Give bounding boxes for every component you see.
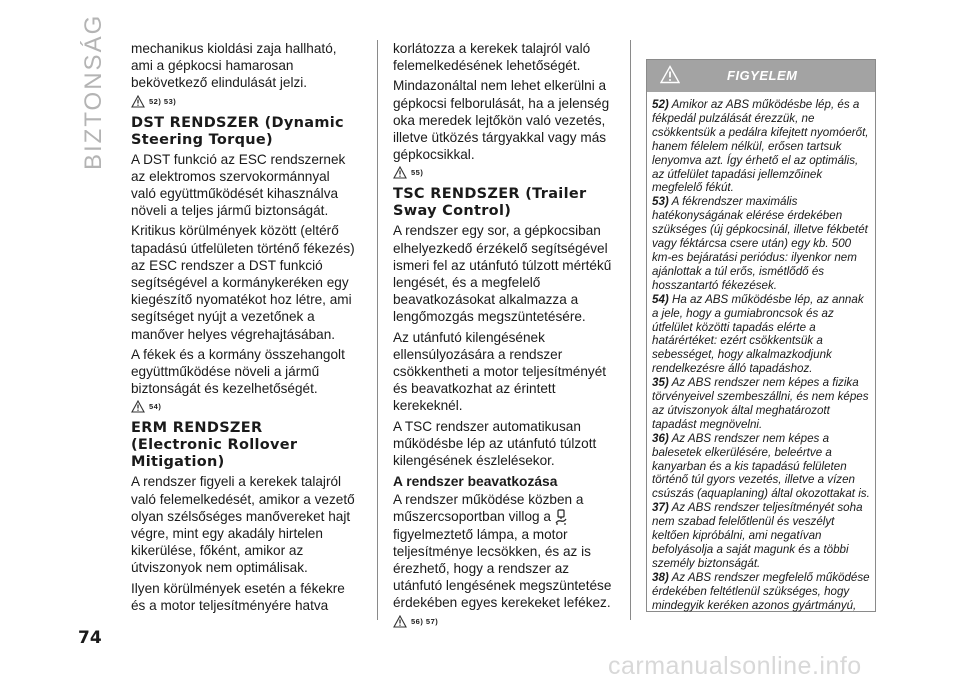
reference-numbers: 52) 53) [149, 96, 177, 106]
paragraph: A rendszer egy sor, a gépkocsiban elhelyezkedő érzékelő segítségével ismeri fel az utánfutó túlzott mértékű lengését, és a megfelelő beavatkozásokat alkalmazza a lengőmozgás megszüntetésére. [393, 223, 612, 325]
column-divider [630, 40, 631, 620]
section-heading-dst: DST RENDSZER (Dynamic Steering Torque) [131, 114, 344, 148]
warning-item-text: Az ABS rendszer nem képes a balesetek elkerülésére, beleértve a kanyarban és a kis tapadású felületen történő túl gyors vezetés, illetve a vízen csúszás (aquaplaning) által okozottakat is. [652, 431, 870, 501]
warning-item [652, 501, 872, 571]
warning-item [652, 376, 872, 432]
warning-item-number: 54) [652, 292, 669, 306]
warning-item-text: Az ABS rendszer teljesítményét soha nem szabad felelőtlenül és veszélyt keltően kipróbálni, ami negatívan befolyásolja a saját magunk és a többi személy biztonságát. [652, 501, 863, 570]
reference-numbers: 55) [411, 168, 424, 178]
paragraph [393, 491, 618, 611]
paragraph-text: figyelmeztető lámpa, a motor teljesítménye lecsökken, és az is érezhető, hogy a rendszer az utánfutó lengésének megszüntetése érdekében egyes kerekeket lefékez. [393, 526, 612, 611]
warning-item-number: 36) [652, 431, 669, 445]
warning-box [646, 59, 876, 612]
paragraph: Kritikus körülmények között (eltérő tapadású útfelületen történő fékezés) az ESC rendszer a DST funkció segítségével a kormánykeréken egy kiegészítő nyomatékot hoz létre, ami segítséget nyújt a vezetőnek a manőver helyes végrehajtásában. [131, 223, 355, 342]
paragraph: A fékek és a kormány összehangolt együttműködése növeli a jármű biztonságát és kezelhetőségét. [131, 346, 345, 397]
paragraph: Ilyen körülmények esetén a fékekre és a motor teljesítményére hatva [131, 580, 345, 613]
section-heading-tsc: TSC RENDSZER (Trailer Sway Control) [393, 186, 587, 220]
warning-item [652, 98, 872, 195]
warning-item-text: Ha az ABS működésbe lép, az annak a jele, hogy a gumiabroncsok és az útfelület közötti tapadás elérte a határértéket: ezért csökkentsük a sebességet, hogy alkalmazkodjunk rendelkezésre álló tapadáshoz. [652, 292, 864, 376]
column-2 [393, 40, 618, 631]
paragraph: mechanikus kioldási zaja hallható, ami a gépkocsi hamarosan bekövetkező elindulását jelzi. [131, 41, 337, 91]
warning-triangle-icon [393, 166, 407, 179]
warning-reference [131, 95, 356, 108]
paragraph: Az utánfutó kilengésének ellensúlyozására a rendszer csökkentheti a motor teljesítményét és beavatkozhat az érintett kerekeknél. [393, 329, 607, 414]
warning-item [652, 195, 872, 292]
warning-triangle-icon [131, 400, 145, 413]
reference-numbers: 54) [149, 402, 162, 412]
paragraph: Mindazonáltal nem lehet elkerülni a gépkocsi felborulását, ha a jelenség oka meredek lejtőkön való vezetés, illetve ütközés tárgyakkal vagy más gépkocsikkal. [393, 78, 610, 163]
subsection-heading: A rendszer beavatkozása [393, 474, 558, 490]
paragraph: A DST funkció az ESC rendszernek az elektromos szervokormánnyal való együttműködését kihasználva növeli a teljes jármű biztonságát. [131, 151, 346, 219]
paragraph-text: A rendszer működése közben a műszercsoportban villog a [393, 492, 584, 525]
section-tab: BIZTONSÁG [80, 13, 107, 170]
warning-triangle-icon [131, 95, 145, 108]
column-divider [377, 40, 378, 620]
warning-item-number: 52) [652, 98, 669, 111]
warning-box-body [652, 98, 872, 613]
warning-reference [393, 615, 618, 628]
warning-item [652, 432, 872, 502]
warning-item-text: Az ABS rendszer nem képes a fizika törvényeivel szembeszállni, és nem képes az útviszonyok által meghatározott tapadást megnövelni. [652, 376, 869, 431]
section-heading-erm: ERM RENDSZER (Electronic Rollover Mitigation) [131, 420, 298, 471]
paragraph: korlátozza a kerekek talajról való felemelkedésének lehetőségét. [393, 41, 591, 74]
reference-numbers: 56) 57) [411, 616, 439, 626]
warning-item-text: Az ABS rendszer megfelelő működése érdekében feltétlenül szükséges, hogy mindegyik keréken azonos gyártmányú, [652, 570, 870, 612]
warning-item-text: Amikor az ABS működésbe lép, és a fékpedál pulzálását érezzük, ne csökkentsük a pedálra kifejtett nyomóerőt, hanem félelem nélkül, erősen tartsuk lenyomva azt. Így érhető el az optimális, az útfelület tapadási jellemzőinek megfelelő fékút. [652, 98, 869, 195]
warning-item-number: 38) [652, 570, 669, 584]
watermark: carmanualsonline.info [608, 652, 862, 680]
trailer-sway-warning-icon [554, 509, 568, 525]
column-1 [131, 40, 356, 617]
paragraph: A rendszer figyeli a kerekek talajról való felemelkedését, amikor a vezető olyan szélsőséges manővereket hajt végre, mint egy akadály hirtelen kikerülése, főként, amikor az útviszonyok nem optimálisak. [131, 474, 355, 576]
warning-box-title: FIGYELEM [727, 68, 798, 83]
warning-item-text: A fékrendszer maximális hatékonyságának elérése érdekében szükséges (új gépkocsinál, illetve fékbetét vagy féktárcsa csere után) egy kb. 500 km-es bejáratási periódus: ilyenkor nem ajánlottak a túl erős, ismétlődő és hosszantartó fékezések. [652, 195, 868, 292]
warning-item-number: 53) [652, 195, 669, 209]
warning-item-number: 37) [652, 501, 669, 515]
warning-triangle-icon [660, 65, 680, 84]
warning-reference [131, 400, 356, 413]
warning-box-header [647, 60, 875, 92]
warning-reference [393, 166, 618, 179]
paragraph: A TSC rendszer automatikusan működésbe lép az utánfutó túlzott kilengésének észlelésekor. [393, 418, 597, 469]
page-number: 74 [78, 628, 102, 648]
warning-triangle-icon [393, 615, 407, 628]
warning-item-number: 35) [652, 376, 669, 390]
warning-item [652, 293, 872, 376]
warning-item [652, 571, 872, 613]
